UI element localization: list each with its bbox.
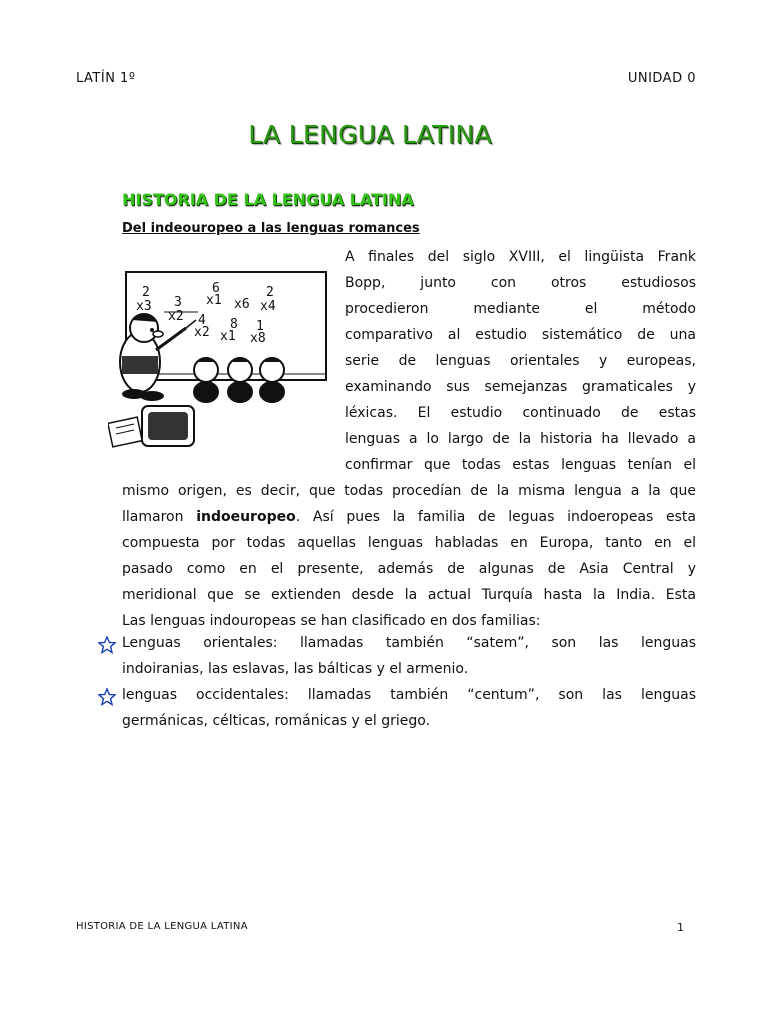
text-line: Bopp, junto con otros estudiosos — [345, 275, 696, 291]
text-line — [122, 504, 696, 530]
text-line: léxicas. El estudio continuado de estas — [345, 405, 696, 421]
blue-star-icon — [98, 636, 116, 654]
intro-paragraph — [345, 244, 696, 478]
page-title — [0, 120, 768, 149]
continuation-paragraph — [122, 478, 696, 634]
text-line: lenguas a lo largo de la historia ha llevado a — [345, 431, 696, 447]
text-line: comparativo al estudio sistemático de una — [345, 327, 696, 343]
list-item — [98, 630, 696, 682]
board-num: 6 — [212, 281, 220, 296]
board-num: x1 — [206, 293, 222, 308]
board-num: x2 — [168, 309, 184, 324]
text-line: mismo origen, es decir, que todas procedían de la misma lengua a la que — [122, 483, 696, 499]
board-num: x8 — [250, 331, 266, 346]
board-num: x4 — [260, 299, 276, 314]
language-families-list — [98, 630, 696, 734]
board-num: 4 — [198, 313, 206, 328]
board-num: x2 — [194, 325, 210, 340]
text-line: compuesta por todas aquellas lenguas habladas en Europa, tanto en el — [122, 535, 696, 551]
section-title: HISTORIA DE LA LENGUA LATINA — [122, 190, 414, 209]
header-unit: UNIDAD 0 — [627, 71, 696, 86]
text-line: examinando sus semejanzas gramaticales y — [345, 379, 696, 395]
page-number: 1 — [677, 921, 684, 934]
footer-title: HISTORIA DE LA LENGUA LATINA — [76, 921, 248, 932]
list-item — [98, 682, 696, 734]
text-line: procedieron mediante el método — [345, 301, 696, 317]
teacher-classroom-illustration — [108, 270, 330, 456]
board-num: 8 — [230, 317, 238, 332]
board-num: 2 — [142, 285, 150, 300]
text-fragment: llamaron — [122, 509, 197, 525]
text-line: Lenguas orientales: llamadas también “satem”, son las lenguas — [122, 635, 696, 651]
board-num: x3 — [136, 299, 152, 314]
board-num: 2 — [266, 285, 274, 300]
subsection-title: Del indeouropeo a las lenguas romances — [122, 221, 420, 236]
text-line: germánicas, célticas, románicas y el griego. — [122, 713, 431, 729]
text-line: pasado como en el presente, además de algunas de Asia Central y — [122, 561, 696, 577]
text-line: lenguas occidentales: llamadas también “centum”, son las lenguas — [122, 687, 696, 703]
blue-star-icon — [98, 688, 116, 706]
text-line: confirmar que todas estas lenguas tenían el — [345, 457, 696, 473]
page-title-text: LA LENGUA LATINA — [248, 120, 492, 149]
text-line: meridional que se extienden desde la actual Turquía hasta la India. Esta — [122, 587, 696, 603]
text-line: Las lenguas indouropeas se han clasificado en dos familias: — [122, 613, 541, 629]
text-line: serie de lenguas orientales y europeas, — [345, 353, 696, 369]
board-num: 1 — [256, 319, 264, 334]
board-num: x1 — [220, 329, 236, 344]
header-subject: LATÍN 1º — [76, 71, 136, 86]
text-line: A finales del siglo XVIII, el lingüista Frank — [345, 249, 696, 265]
text-fragment: . Así pues la familia de leguas indoeropeas esta — [295, 509, 696, 525]
text-line: indoiranias, las eslavas, las bálticas y el armenio. — [122, 661, 469, 677]
board-num: x6 — [234, 297, 250, 312]
board-num: 3 — [174, 295, 182, 310]
term-indoeuropeo: indoeuropeo — [196, 509, 296, 525]
